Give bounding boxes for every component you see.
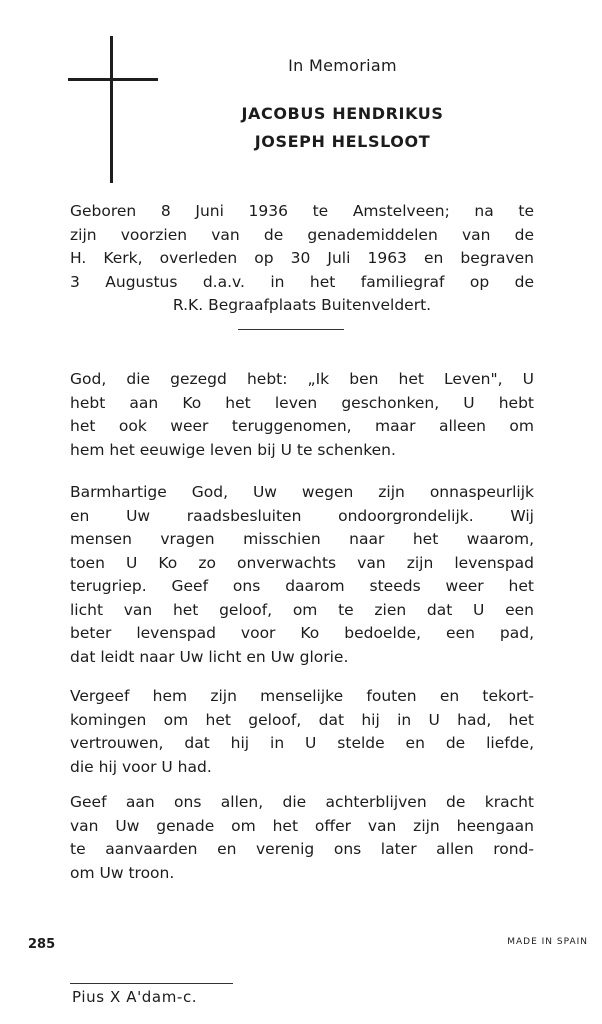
prayer-line: licht van het geloof, om te zien dat U een [70,600,534,619]
deceased-name-line1: JACOBUS HENDRIKUS [241,104,444,123]
prayer-line: Vergeef hem zijn menselijke fouten en tekort- [70,687,534,705]
prayer-line: hem het eeuwige leven bij U te schenken. [70,440,396,459]
cross-icon [110,36,113,183]
biography-line: 3 Augustus d.a.v. in het familiegraf op de [70,272,534,291]
prayer-line: beter levenspad voor Ko bedoelde, een pad, [70,624,534,642]
prayer-line: Barmhartige God, Uw wegen zijn onnaspeurlijk [70,483,534,501]
prayer-line: hebt aan Ko het leven geschonken, U hebt [70,393,534,412]
prayer-line: het ook weer teruggenomen, maar alleen om [70,417,534,435]
prayer-line: en Uw raadsbesluiten ondoorgrondelijk. Wij [70,506,534,525]
divider [238,329,344,330]
prayer-line: komingen om het geloof, dat hij in U had, het [70,710,534,729]
deceased-name-line2: JOSEPH HELSLOOT [254,132,431,151]
prayer-line: Geef aan ons allen, die achterblijven de kracht [70,793,534,811]
prayer-paragraph-1 [70,368,534,462]
prayer-paragraph-3 [70,685,534,779]
made-in-label: MADE IN SPAIN [507,937,588,947]
prayer-line: van Uw genade om het offer van zijn heengaan [70,816,534,835]
prayer-line: mensen vragen misschien naar het waarom, [70,530,534,548]
prayer-line: toen U Ko zo onverwachts van zijn levenspad [70,553,534,572]
cross-icon-bar [68,78,158,81]
prayer-paragraph-2 [70,481,534,669]
prayer-line: terugriep. Geef ons daarom steeds weer het [70,577,534,595]
prayer-line: dat leidt naar Uw licht en Uw glorie. [70,647,349,666]
footer-divider [70,983,233,984]
prayer-line: die hij voor U had. [70,757,212,776]
card-number: 285 [28,937,56,952]
biography-line: R.K. Begraafplaats Buitenveldert. [172,296,432,314]
prayer-paragraph-4 [70,791,534,885]
biography-line: zijn voorzien van de genademiddelen van de [70,225,534,244]
biography-line: H. Kerk, overleden op 30 Juli 1963 en begraven [70,249,534,267]
printer-credit: Pius X A'dam-c. [72,988,198,1006]
biography-paragraph [70,200,534,318]
biography-line: Geboren 8 Juni 1936 te Amstelveen; na te [70,202,534,220]
prayer-line: God, die gezegd hebt: „Ik ben het Leven", U [70,370,534,388]
memoriam-title: In Memoriam [288,56,397,75]
prayer-line: te aanvaarden en verenig ons later allen rond- [70,840,534,858]
prayer-line: vertrouwen, dat hij in U stelde en de liefde, [70,734,534,752]
prayer-line: om Uw troon. [70,863,175,882]
